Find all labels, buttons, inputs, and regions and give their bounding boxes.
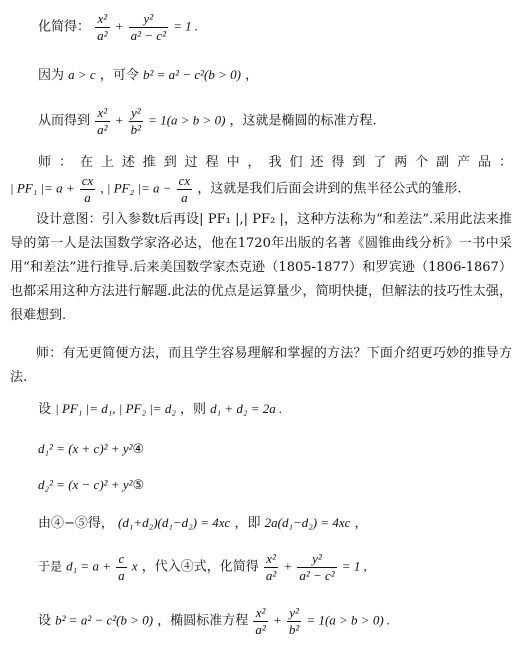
text: ， <box>354 516 368 531</box>
math: d₁ + d₂ = 2a . <box>210 401 283 416</box>
design-intent-paragraph <box>10 208 512 328</box>
text: ，可令 <box>99 68 139 83</box>
fraction: $\frac{\text{x²}}{\text{a²}}$ <box>255 605 266 637</box>
fraction: $\frac{\text{x²}}{\text{a²}}$ <box>265 551 277 583</box>
text: ，代入④式，化简得 <box>141 559 259 575</box>
text: 师：在上述推到过程中，我们还得到了两个副产品： <box>38 155 512 170</box>
fraction: $\frac{\text{y²}}{\text{b²}}$ <box>288 605 300 637</box>
text: 因为 <box>38 68 65 83</box>
text: ，椭圆标准方程 <box>157 613 249 629</box>
math: | PF₁ |= a + <box>10 180 75 196</box>
eq-d1-d2 <box>38 402 282 416</box>
text: 设 <box>38 402 52 417</box>
text: 设 <box>38 613 52 629</box>
text: ， <box>245 68 259 83</box>
math: | PF₁ |= d₁, | PF₂ |= d₂ <box>55 401 176 416</box>
math: b² = a² − c²(b > 0) <box>55 612 154 628</box>
eq-4 <box>38 442 144 456</box>
text: ，这就是椭圆的标准方程. <box>229 113 377 129</box>
math: , | PF₂ |= a − <box>100 180 172 196</box>
text: 化简得： <box>38 19 91 35</box>
focal-radius <box>10 174 461 204</box>
eq-substitute <box>38 552 367 582</box>
operator: + <box>272 612 282 628</box>
math: (d₁+d₂)(d₁−d₂) = 4xc <box>118 515 231 530</box>
operator: + <box>283 558 293 574</box>
eq-marker: ⑤ <box>132 478 145 493</box>
rhs: = 1 , <box>341 558 367 574</box>
text: 由④−⑤得， <box>38 516 114 531</box>
fraction: $\frac{\text{y²}}{\text{a² − c²}}$ <box>299 551 335 583</box>
fraction: $\frac{\text{y²}}{\text{b²}}$ <box>130 105 142 137</box>
eq-simplify-1 <box>38 12 198 42</box>
math: b² = a² − c²(b > 0) <box>143 67 241 82</box>
rhs: = 1(a > b > 0) <box>148 112 226 128</box>
math: 2a(d₁−d₂) = 4xc <box>264 515 351 530</box>
text: 设计意图：引入参数t后再设| PF₁ |,| PF₂ |，这种方法称为“和差法”.采用此法来推导的第一人是法国数学家洛必达，他在1720年出版的名著《圆锥曲线分析》一书中采用“和差法”进行推导.后来美国数学家杰克逊（1805-1877）和罗宾逊（1806-1867）也都采用这种方法进行解题.此法的优点是运算量少，简明快捷，但解法的技巧性太强，很难想到. <box>10 212 512 323</box>
teacher-line <box>38 156 512 169</box>
eq-standard <box>38 106 377 136</box>
text: 于是 <box>38 559 63 574</box>
eq-5 <box>38 478 144 492</box>
math: a > c <box>68 67 96 82</box>
math: x <box>131 558 138 574</box>
text: 从而得到 <box>38 113 91 129</box>
operator: + <box>114 18 124 34</box>
math: d₂² = (x − c)² + y² <box>38 477 133 492</box>
eq-final <box>38 606 390 636</box>
math: d₁ = a + <box>66 558 111 574</box>
fraction: $\frac{\text{x²}}{\text{a²}}$ <box>97 105 108 137</box>
fraction: $\frac{cx}{a}$ <box>81 173 94 205</box>
eq-marker: ④ <box>132 442 145 457</box>
math: d₁² = (x + c)² + y² <box>38 441 133 456</box>
text: 师：有无更简便方法，而且学生容易理解和掌握的方法？下面介绍更巧妙的推导方法. <box>10 346 512 385</box>
fraction: $\frac{\text{y²}}{\text{a² − c²}}$ <box>130 11 166 43</box>
text: ，这就是我们后面会讲到的焦半径公式的雏形. <box>197 181 462 197</box>
operator: + <box>114 112 124 128</box>
text: ，则 <box>179 402 206 417</box>
eq-diff <box>38 516 368 530</box>
rhs: = 1 . <box>173 18 199 34</box>
fraction: $\frac{c}{a}$ <box>118 551 125 583</box>
teacher-question <box>10 342 512 390</box>
text: ，即 <box>234 516 261 531</box>
eq-let-b <box>38 68 258 82</box>
fraction: $\frac{\text{x²}}{\text{a²}}$ <box>97 11 108 43</box>
rhs: = 1(a > b > 0) . <box>306 612 391 628</box>
fraction: $\frac{cx}{a}$ <box>178 173 191 205</box>
